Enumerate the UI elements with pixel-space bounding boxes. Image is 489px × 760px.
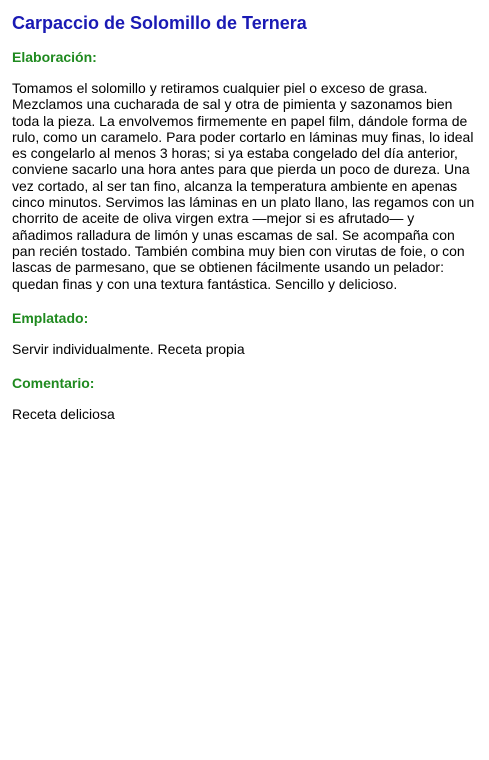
section-heading-emplatado: Emplatado:: [12, 309, 89, 326]
section-heading-elaboracion: Elaboración:: [12, 49, 97, 65]
section-elaboracion: [12, 48, 477, 292]
section-text-emplatado: Servir individualmente. Receta propia: [12, 340, 245, 357]
section-emplatado: [12, 309, 477, 357]
page-title: Carpaccio de Solomillo de Ternera: [12, 13, 307, 33]
section-text-elaboracion: Tomamos el solomillo y retiramos cualquier piel o exceso de grasa. Mezclamos una cucharada de sal y otra de pimienta y sazonamos bien toda la pieza. La envolvemos firmemente en papel film, dándole forma de rulo, como un caramelo. Para poder cortarlo en láminas muy finas, lo ideal es congelarlo al menos 3 horas; si ya estaba congelado del día anterior, conviene sacarlo una hora antes para que pierda un poco de dureza. Una vez cortado, al ser tan fino, alcanza la temperatura ambiente en apenas cinco minutos. Servimos las láminas en un plato llano, las regamos con un chorrito de aceite de oliva virgen extra —mejor si es afrutado— y añadimos ralladura de limón y unas escamas de sal. Se acompaña con pan recién tostado. También combina muy bien con virutas de foie, o con lascas de parmesano, que se obtienen fácilmente usando un pelador: quedan finas y con una textura fantástica. Sencillo y delicioso.: [12, 80, 475, 292]
section-text-comentario: Receta deliciosa: [12, 406, 115, 423]
section-heading-comentario: Comentario:: [12, 375, 95, 392]
section-comentario: [12, 374, 477, 422]
